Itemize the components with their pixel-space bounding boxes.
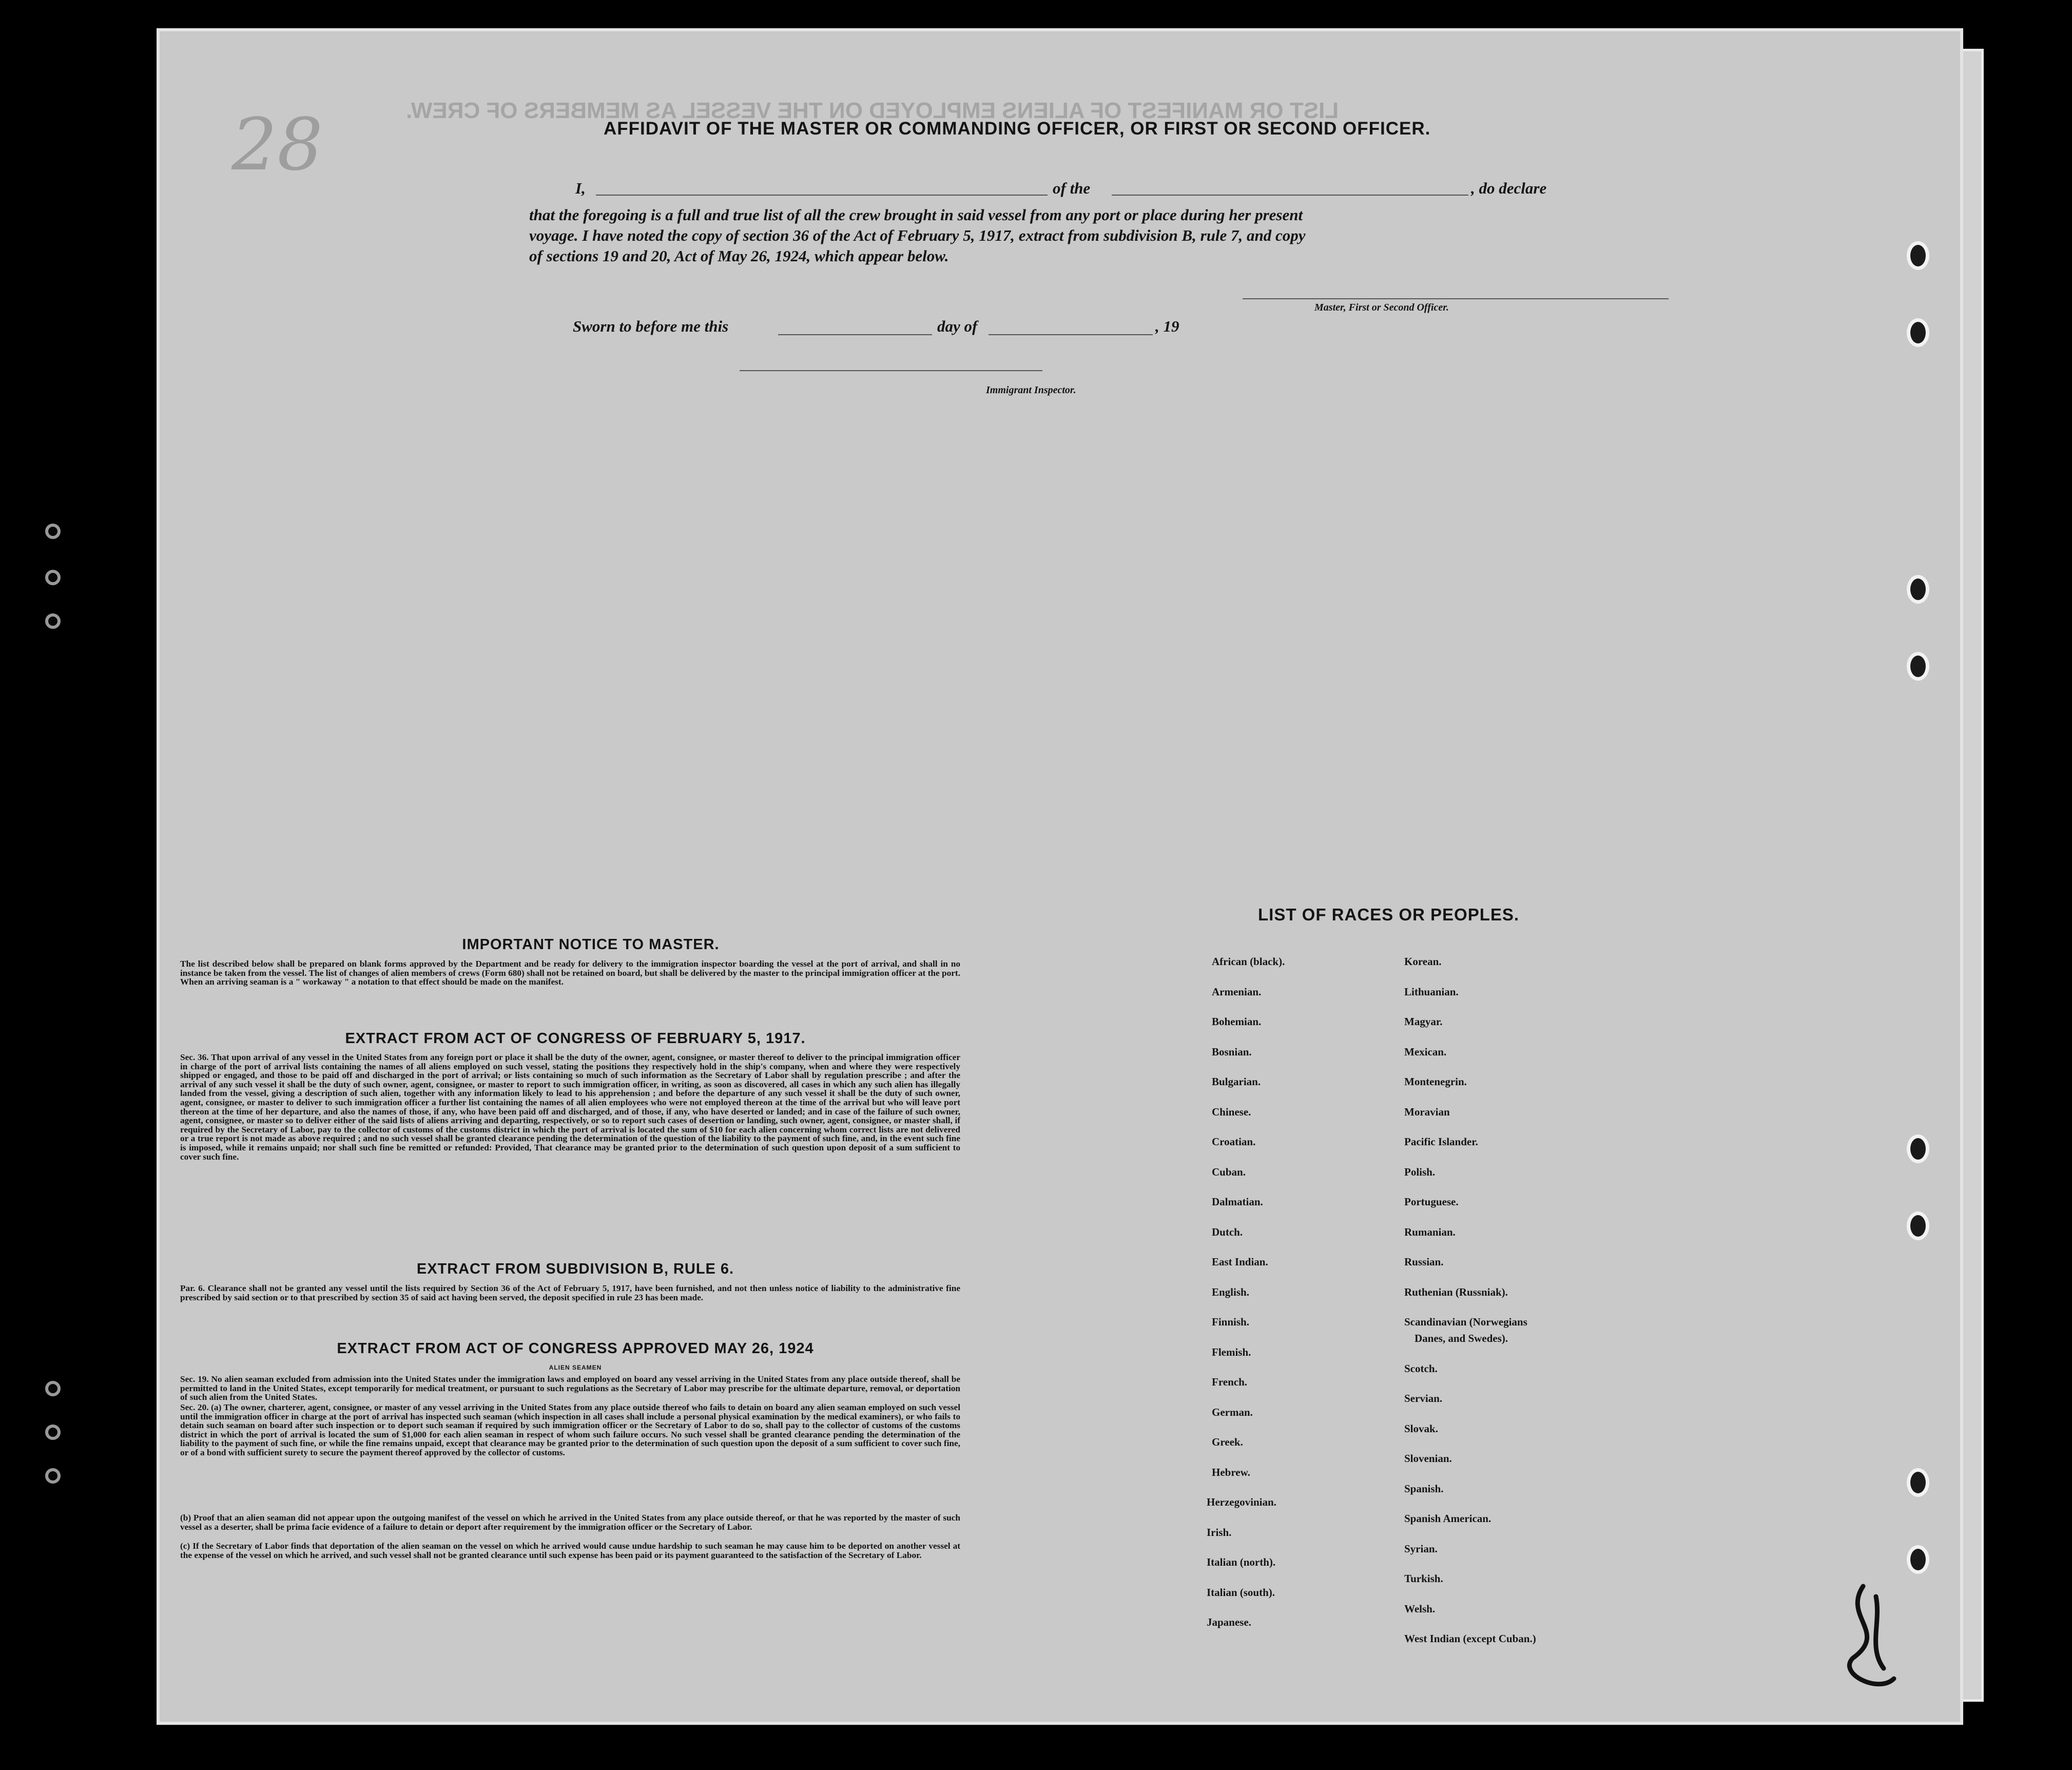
race-entry: West Indian (except Cuban.) — [1404, 1632, 1536, 1645]
sworn-text: Sworn to before me this — [573, 317, 729, 335]
master-signature-line[interactable] — [1243, 298, 1669, 299]
race-entry: Irish. — [1207, 1526, 1232, 1538]
race-entry: Dalmatian. — [1212, 1196, 1263, 1208]
master-caption: Master, First or Second Officer. — [1314, 302, 1449, 313]
race-entry: Herzegovinian. — [1207, 1496, 1276, 1508]
race-entry: Slovenian. — [1404, 1452, 1452, 1465]
affidavit-title: AFFIDAVIT OF THE MASTER OR COMMANDING OFFICER, OR FIRST OR SECOND OFFICER. — [604, 119, 1431, 139]
race-entry: Dutch. — [1212, 1225, 1243, 1238]
binder-hole — [1907, 241, 1929, 270]
punch-hole — [45, 613, 61, 629]
extract-1924-sec20a: Sec. 20. (a) The owner, charterer, agent, consignee, or master of any vessel arriving in the United States from any place outside thereof who fails to detain on board any alien seaman employed on such vessel until the immigration officer in charge at the port of arrival has inspected such seaman (which inspection in all cases shall include a personal physical examination by the medical examiners), or who fails to detain such seaman on board after such inspection or to deport such seaman if required by such immigration officer or the Secretary of Labor to do so, shall pay to the collector of customs of the customs district in which the port of arrival is located the sum of $1,000 for each alien seaman in respect of whom such failure occurs. No such vessel shall be granted clearance pending the determination of the liability to the payment of such fine, or while the fine remains unpaid, except that clearance may be granted prior to the determination of such question upon the deposit of a sum sufficient to cover such fine, or of a bond with sufficient surety to secure the payment thereof approved by the collector of customs. — [180, 1402, 960, 1457]
extract-1924-sec20b: (b) Proof that an alien seaman did not appear upon the outgoing manifest of the vessel on which he arrived in the United States from any place outside thereof, or that he was reported by the master of such vessel as a deserter, shall be prima facie evidence of a failure to detain or deport after requirement by the immigration officer or the Secretary of Labor. — [180, 1513, 960, 1532]
race-entry: East Indian. — [1212, 1256, 1268, 1268]
race-entry: Italian (south). — [1207, 1586, 1275, 1599]
subdivision-title: EXTRACT FROM SUBDIVISION B, RULE 6. — [416, 1261, 734, 1277]
race-entry: Cuban. — [1212, 1165, 1246, 1178]
race-entry: Scandinavian (Norwegians — [1404, 1316, 1527, 1328]
inspector-caption: Immigrant Inspector. — [986, 384, 1076, 396]
extract-1924-sec20c: (c) If the Secretary of Labor finds that deportation of the alien seaman on the vessel on which he arrived would cause undue hardship to such seaman he may cause him to be deported on another vessel at the expense of the vessel on which he arrived, and such vessel shall not be granted clearance until such expense has been paid or its payment guaranteed to the satisfaction of the Secretary of Labor. — [180, 1541, 960, 1560]
affidavit-line4: of sections 19 and 20, Act of May 26, 1924, which appear below. — [529, 247, 949, 265]
extract-1917-title: EXTRACT FROM ACT OF CONGRESS OF FEBRUARY 5, 1917. — [345, 1030, 806, 1047]
punch-hole — [45, 1381, 61, 1396]
binder-hole — [1907, 1545, 1929, 1574]
name-line[interactable] — [596, 195, 1048, 196]
race-entry: Croatian. — [1212, 1136, 1256, 1148]
affidavit-i: I, — [575, 179, 586, 197]
race-entry: Bosnian. — [1212, 1045, 1252, 1058]
binder-hole — [1907, 652, 1929, 681]
race-entry: Slovak. — [1404, 1422, 1438, 1435]
affidavit-line3: voyage. I have noted the copy of section 36 of the Act of February 5, 1917, extract from subdivision B, rule 7, and copy — [529, 226, 1306, 244]
race-entry: African (black). — [1212, 955, 1285, 968]
race-entry: English. — [1212, 1285, 1249, 1298]
race-entry: Servian. — [1404, 1392, 1443, 1405]
punch-hole — [45, 570, 61, 585]
race-entry: Danes, and Swedes). — [1415, 1332, 1508, 1344]
race-entry: Rumanian. — [1404, 1225, 1456, 1238]
binder-hole — [1907, 1468, 1929, 1497]
affidavit-of-the: of the — [1053, 179, 1091, 197]
race-entry: Spanish American. — [1404, 1512, 1492, 1525]
punch-hole — [45, 1425, 61, 1440]
race-entry: German. — [1212, 1406, 1253, 1418]
race-entry: Scotch. — [1404, 1362, 1438, 1375]
bleed-through-heading: LIST OR MANIFEST OF ALIENS EMPLOYED ON THE VESSEL AS MEMBERS OF CREW. — [406, 98, 1339, 123]
affidavit-declare: , do declare — [1471, 179, 1547, 197]
extract-1924-title: EXTRACT FROM ACT OF CONGRESS APPROVED MAY 26, 1924 — [337, 1340, 814, 1357]
sworn-month-line[interactable] — [989, 334, 1153, 335]
binder-hole — [1907, 318, 1929, 347]
binder-hole — [1907, 575, 1929, 604]
race-entry: Ruthenian (Russniak). — [1404, 1285, 1508, 1298]
extract-1924-subtitle: ALIEN SEAMEN — [549, 1364, 602, 1371]
punch-hole — [45, 1468, 61, 1484]
inspector-signature-line[interactable] — [740, 370, 1042, 371]
vessel-line[interactable] — [1112, 195, 1468, 196]
race-entry: Spanish. — [1404, 1482, 1444, 1495]
subdivision-body: Par. 6. Clearance shall not be granted any vessel until the lists required by Section 36 of the Act of February 5, 1917, have been furnished, and not then unless notice of liability to the administrative fine prescribed by said section or to that prescribed by section 35 of said act having been served, the deposit specified in rule 23 has been made. — [180, 1283, 960, 1302]
race-entry: Pacific Islander. — [1404, 1136, 1478, 1148]
sworn-date-line[interactable] — [778, 334, 932, 335]
binder-hole — [1907, 1134, 1929, 1163]
race-entry: Armenian. — [1212, 985, 1262, 998]
race-entry: Syrian. — [1404, 1542, 1438, 1555]
punch-hole — [45, 524, 61, 539]
notice-body: The list described below shall be prepared on blank forms approved by the Department and be ready for delivery to the immigration inspector boarding the vessel at the port of arrival, and shall in no instance be taken from the vessel. The list of changes of alien members of crews (Form 680) shall not be retained on board, but shall be delivered by the master to the principal immigration officer at the port. When an arriving seaman is a " workaway " a notation to that effect should be made on the manifest. — [180, 959, 960, 987]
race-entry: Turkish. — [1404, 1572, 1443, 1585]
race-entry: Moravian — [1404, 1105, 1450, 1118]
binder-hole — [1907, 1211, 1929, 1240]
race-entry: Portuguese. — [1404, 1196, 1459, 1208]
document-page — [157, 28, 1963, 1725]
extract-1917-body: Sec. 36. That upon arrival of any vessel in the United States from any foreign port or place it shall be the duty of the owner, agent, consignee, or master thereof to deliver to the principal immigration officer in charge of the port of arrival lists containing the names of all aliens employed on such vessel, stating the positions they respectively hold in the ship's company, when and where they were respectively shipped or engaged, and those to be paid off and discharged in the port of arrival; or lists containing so much of such information as the Secretary of Labor shall by regulation prescribe ; and after the arrival of any such vessel it shall be the duty of such owner, agent, consignee, or master to report to such immigration officer, in writing, as soon as discovered, all cases in which any such alien has illegally landed from the vessel, giving a description of such alien, together with any information likely to lead to his apprehension ; and before the departure of any such vessel it shall be the duty of such owner, agent, consignee, or master to deliver to such immigration officer a further list containing the names of all alien employees who were not employed thereon at the time of the arrival but who will leave port thereon at the time of her departure, and also the names of those, if any, who have been paid off and discharged, and of those, if any, who have deserted or landed; and in case of the failure of such owner, agent, consignee, or master so to deliver either of the said lists of aliens arriving and departing, respectively, or so to report such cases of desertion or landing, such owner, agent, consignee, or master shall, if required by the Secretary of Labor, pay to the collector of customs of the customs district in which the port of arrival is located the sum of $10 for each alien concerning whom correct lists are not delivered or a true report is not made as above required ; and no such vessel shall be granted clearance pending the determination of the question of the liability to the payment of such fine, and, in the event such fine is imposed, while it remains unpaid; nor shall such fine be remitted or refunded: Provided, That clearance may be granted prior to the determination of such question upon deposit of a sum sufficient to cover such fine. — [180, 1052, 960, 1162]
year-text: , 19 — [1155, 317, 1179, 335]
affidavit-line2: that the foregoing is a full and true list of all the crew brought in said vessel from any port or place during her present — [529, 206, 1303, 224]
race-entry: Greek. — [1212, 1436, 1243, 1448]
races-title: LIST OF RACES OR PEOPLES. — [1258, 905, 1520, 924]
handwritten-initials-icon — [1832, 1576, 1904, 1704]
race-entry: Korean. — [1404, 955, 1442, 968]
race-entry: Bulgarian. — [1212, 1075, 1261, 1088]
race-entry: Japanese. — [1207, 1616, 1251, 1628]
race-entry: Italian (north). — [1207, 1556, 1276, 1568]
race-entry: Lithuanian. — [1404, 985, 1459, 998]
race-entry: Hebrew. — [1212, 1466, 1250, 1478]
race-entry: Polish. — [1404, 1165, 1436, 1178]
race-entry: Flemish. — [1212, 1345, 1251, 1358]
race-entry: Magyar. — [1404, 1015, 1443, 1028]
day-of-text: day of — [937, 317, 978, 335]
race-entry: Bohemian. — [1212, 1015, 1262, 1028]
race-entry: Mexican. — [1404, 1045, 1447, 1058]
handwritten-mark: 28 — [231, 103, 323, 187]
race-entry: French. — [1212, 1376, 1248, 1388]
race-entry: Finnish. — [1212, 1316, 1249, 1328]
race-entry: Welsh. — [1404, 1602, 1436, 1615]
race-entry: Russian. — [1404, 1256, 1444, 1268]
race-entry: Chinese. — [1212, 1105, 1251, 1118]
notice-title: IMPORTANT NOTICE TO MASTER. — [462, 936, 720, 953]
race-entry: Montenegrin. — [1404, 1075, 1467, 1088]
extract-1924-sec19: Sec. 19. No alien seaman excluded from admission into the United States under the immigration laws and employed on board any vessel arriving in the United States from any place outside thereof, shall be permitted to land in the United States, except temporarily for medical treatment, or pursuant to such regulations as the Secretary of Labor may prescribe for the ultimate departure, removal, or deportation of such alien from the United States. — [180, 1374, 960, 1402]
